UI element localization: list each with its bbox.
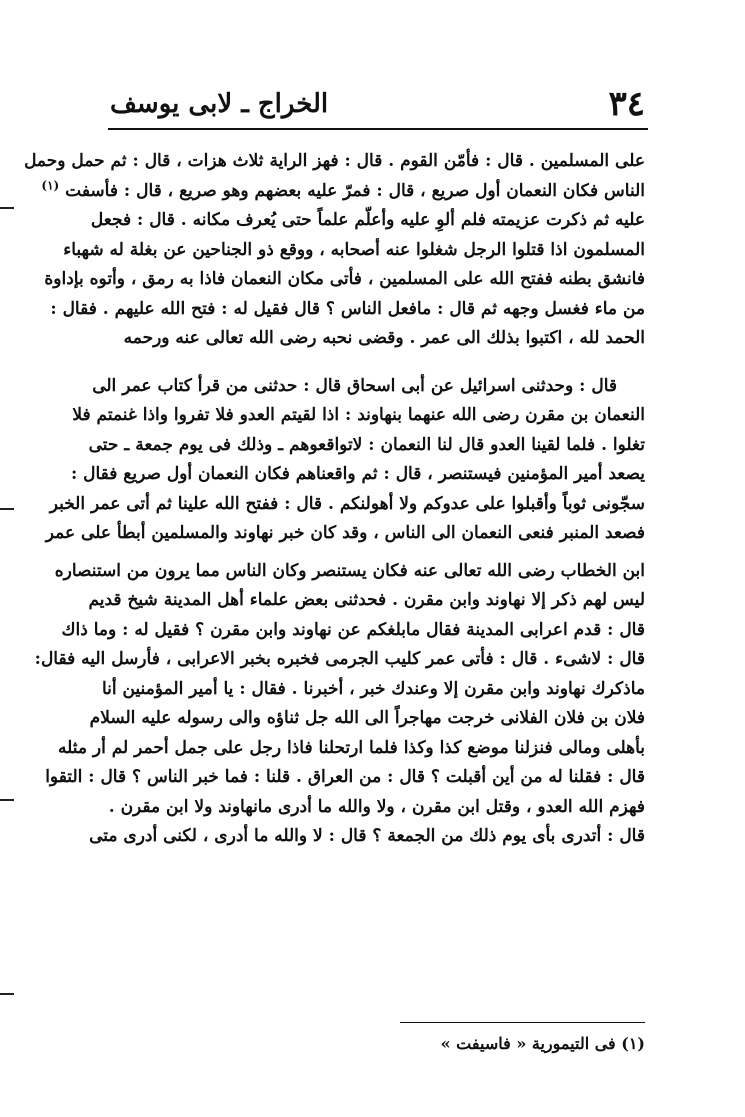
text-line: على المسلمين . قال : فأمّن القوم . قال : فهز الراية ثلاث هزات ، قال : ثم حمل وحمل (24, 151, 645, 171)
footnote-marker: (١) (41, 177, 60, 192)
text-line: بأهلى ومالى فنزلنا موضع كذا وكذا فلما ارتحلنا فاذا رجل على جمل أحمر لم أر مثله (57, 737, 645, 758)
text-line: سجّونى ثوباً وأقبلوا على عدوكم ولا أهولنكم . قال : ففتح الله علينا ثم أتى عمر الخبر (49, 493, 645, 514)
text-line: قال : فقلنا له من أين أقبلت ؟ قال : من العراق . قلنا : فما خبر الناس ؟ قال : التقوا (45, 767, 645, 787)
text-line: تغلوا . فلما لقينا العدو قال لنا النعمان : لاتواقعوهم ـ وذلك فى يوم جمعة ـ حتى (88, 434, 645, 455)
text-line: يصعد أمير المؤمنين فيستنصر ، قال : ثم واقعناهم فكان النعمان أول صريع فقال : (70, 464, 645, 484)
text-line: المسلمون اذا قتلوا الرجل شغلوا عنه أصحابه ، ووقع ذو الجناحين عن بغلة له شهباء (63, 239, 645, 260)
margin-tick (0, 207, 14, 209)
running-title: الخراج ـ لابى يوسف (110, 89, 329, 119)
text-line: من ماء فغسل وجهه ثم قال : مافعل الناس ؟ قال فقيل له : فتح الله عليهم . فقال : (50, 298, 645, 319)
spacer (115, 549, 645, 557)
header-rule (108, 128, 648, 130)
page-header (110, 82, 645, 126)
text-line: فصعد المنبر فنعى النعمان الى الناس ، وقد كان خبر نهاوند والمسلمين أبطأ على عمر (45, 523, 645, 543)
page-body (24, 147, 645, 852)
footnote-rule (400, 1022, 645, 1023)
text-line: قال : أتدرى بأى يوم ذلك من الجمعة ؟ قال : لا والله ما أدرى ، لكنى أدرى متى (89, 826, 645, 846)
margin-tick (0, 799, 14, 801)
footnote: (١) فى التيمورية « فاسيفت » (440, 1034, 645, 1053)
text-line: ليس لهم ذكر إلا نهاوند وابن مقرن . فحدثنى بعض علماء أهل المدينة شيخ قديم (88, 590, 645, 610)
text-line: قال : قدم اعرابى المدينة فقال مابلغكم عن نهاوند وابن مقرن ؟ فقيل له : وما ذاك (61, 619, 645, 640)
margin-tick (0, 993, 14, 995)
text-line: فانشق بطنه ففتح الله على المسلمين ، فأتى مكان النعمان فاذا به رمق ، وأتوه بإداوة (44, 269, 645, 289)
text-line: قال : لاشىء . قال : فأتى عمر كليب الجرمى فخبره بخبر الاعرابى ، فأرسل اليه فقال: (34, 649, 645, 669)
text-line: النعمان بن مقرن رضى الله عنهما بنهاوند : اذا لقيتم العدو فلا تفروا واذا غنمتم فلا (72, 405, 645, 425)
text-line: الحمد لله ، اكتبوا بذلك الى عمر . وقضى نحبه رضى الله تعالى عنه ورحمه (123, 328, 645, 348)
text-line: فهزم الله العدو ، وقتل ابن مقرن ، ولا والله ما أدرى مانهاوند ولا ابن مقرن . (108, 796, 645, 817)
text-line: ابن الخطاب رضى الله تعالى عنه فكان يستنصر وكان الناس مما يرون من استنصاره (54, 560, 645, 581)
paragraph-gap (115, 354, 645, 372)
text-line: عليه ثم ذكرت عزيمته فلم ألوِ عليه وأعلّم علماً حتى يُعرف مكانه . قال : فجعل (90, 210, 645, 230)
text-line-with-footnote (41, 177, 645, 207)
text-line: قال : وحدثنى اسرائيل عن أبى اسحاق قال : حدثنى من قرأ كتاب عمر الى (92, 375, 617, 396)
margin-tick (0, 508, 14, 510)
text-line: الناس فكان النعمان أول صريع ، قال : فمرّ عليه بعضهم وهو صريع ، قال : فأسفت (65, 180, 645, 201)
text-line: فلان بن فلان الفلانى خرجت مهاجراً الى الله جل ثناؤه والى رسوله عليه السلام (89, 708, 645, 728)
text-line: ماذكرك نهاوند وابن مقرن إلا وعندك خبر ، أخبرنا . فقال : يا أمير المؤمنين أنا (101, 678, 645, 699)
page-number: ٣٤ (608, 84, 645, 124)
